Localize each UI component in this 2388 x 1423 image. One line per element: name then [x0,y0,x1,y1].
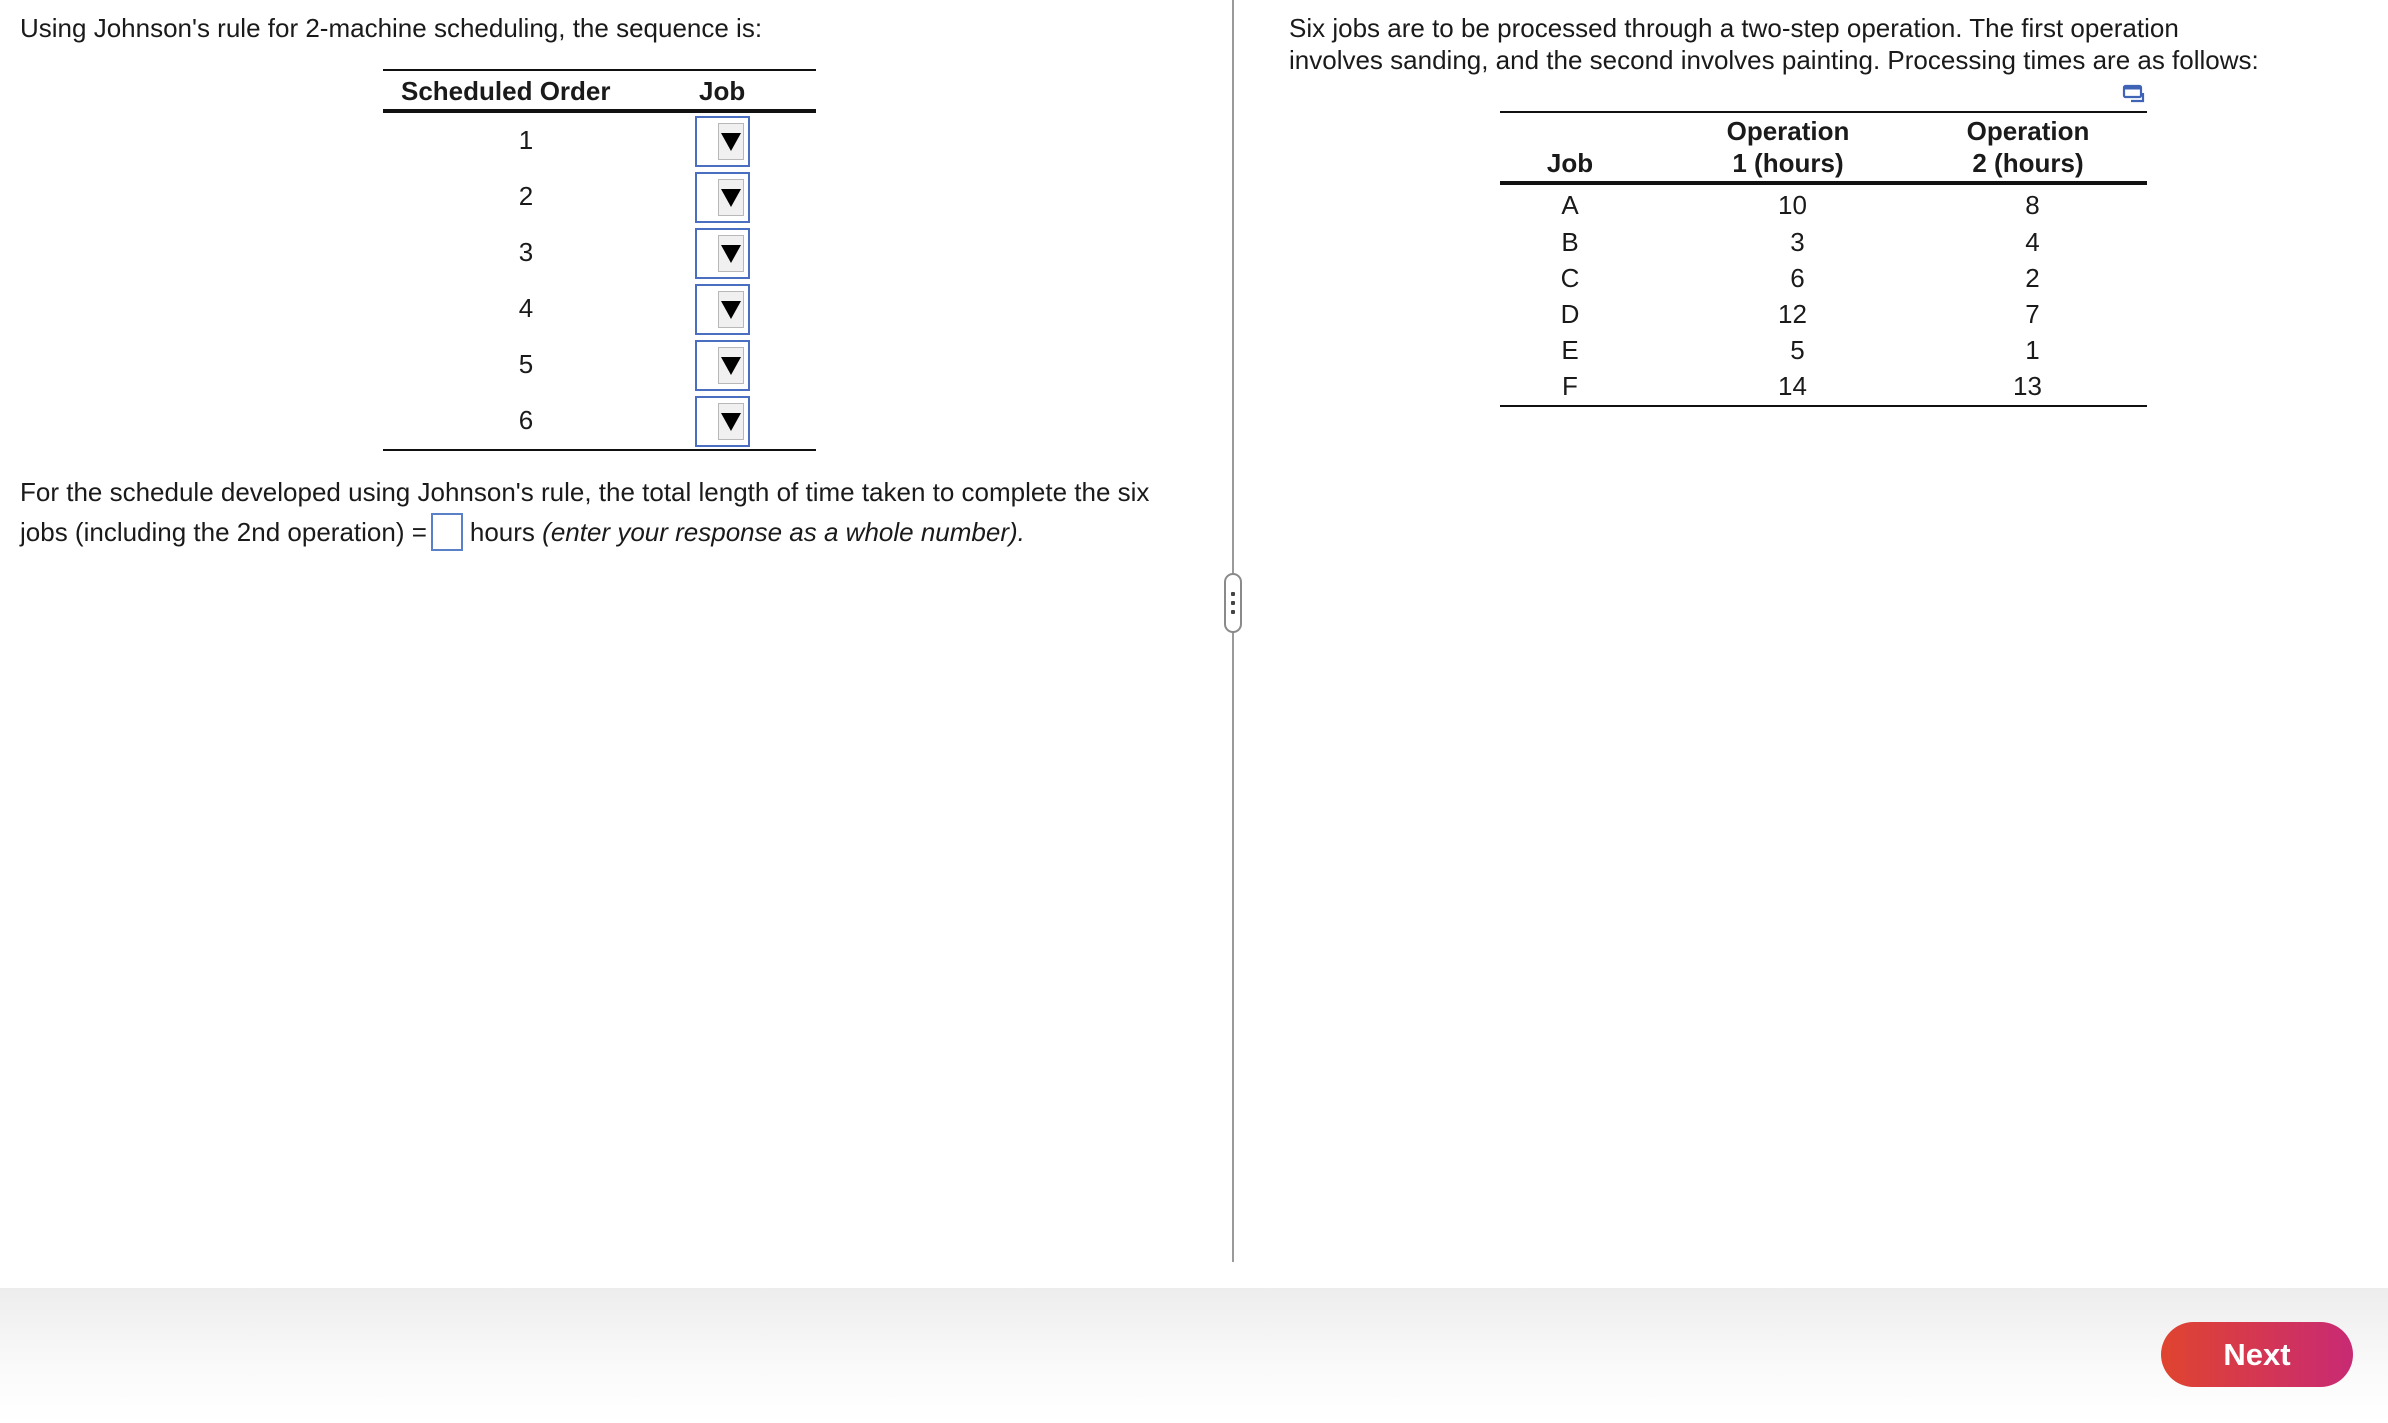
order-number: 6 [518,405,534,435]
header-operation1-line2: 1 (hours) [1732,148,1844,178]
header-operation2-line1: Operation [1966,116,2090,146]
processing-times-table [1500,111,2147,407]
question-text-line1: For the schedule developed using Johnson's rule, the total length of time taken to complete the six [20,477,1150,507]
op1-cell: 6 [1790,263,1805,293]
order-number: 1 [518,125,534,155]
job-dropdown-1[interactable] [695,116,750,167]
job-cell: B [1561,227,1579,257]
question-hint: (enter your response as a whole number). [542,516,1025,547]
question-text-line2 [20,515,1025,553]
table-bottom-rule [383,449,816,451]
schedule-table [383,69,816,451]
job-cell: C [1560,263,1580,293]
op2-cell: 8 [2025,190,2040,220]
job-cell: F [1562,371,1578,401]
op1-cell: 10 [1778,190,1807,220]
table-top-rule [1500,111,2147,113]
op1-cell: 12 [1778,299,1807,329]
table-header-rule [383,109,816,113]
total-hours-input[interactable] [431,513,463,551]
order-number: 3 [518,237,534,267]
job-cell: A [1561,190,1579,220]
op2-cell: 1 [2025,335,2040,365]
problem-description-line2: involves sanding, and the second involves painting. Processing times are as follows: [1289,45,2259,75]
copy-table-icon[interactable] [2122,82,2148,106]
header-operation2-line2: 2 (hours) [1972,148,2084,178]
dropdown-arrow-icon[interactable] [718,291,744,328]
question-prefix: jobs (including the 2nd operation) = [20,516,427,547]
op2-cell: 7 [2025,299,2040,329]
table-header-rule [1500,181,2147,185]
job-dropdown-2[interactable] [695,172,750,223]
job-cell: E [1561,335,1579,365]
question-unit: hours [469,516,535,547]
job-dropdown-4[interactable] [695,284,750,335]
op1-cell: 3 [1790,227,1805,257]
op1-cell: 14 [1778,371,1807,401]
dropdown-arrow-icon[interactable] [718,235,744,272]
job-dropdown-5[interactable] [695,340,750,391]
order-number: 4 [518,293,534,323]
header-scheduled-order: Scheduled Order [401,76,611,106]
job-dropdown-6[interactable] [695,396,750,447]
op2-cell: 2 [2025,263,2040,293]
header-job: Job [699,76,746,106]
op2-cell: 4 [2025,227,2040,257]
dropdown-arrow-icon[interactable] [718,123,744,160]
header-job: Job [1546,148,1594,178]
job-dropdown-3[interactable] [695,228,750,279]
table-bottom-rule [1500,405,2147,407]
header-operation1-line1: Operation [1726,116,1850,146]
dropdown-arrow-icon[interactable] [718,347,744,384]
table-top-rule [383,69,816,71]
op2-cell: 13 [2013,371,2042,401]
op1-cell: 5 [1790,335,1805,365]
order-number: 5 [518,349,534,379]
job-cell: D [1560,299,1580,329]
order-number: 2 [518,181,534,211]
sequence-prompt: Using Johnson's rule for 2-machine scheduling, the sequence is: [20,13,763,43]
divider-drag-handle-icon[interactable] [1224,573,1242,633]
dropdown-arrow-icon[interactable] [718,179,744,216]
problem-description-line1: Six jobs are to be processed through a two-step operation. The first operation [1289,13,2179,43]
footer-bar [0,1288,2388,1423]
dropdown-arrow-icon[interactable] [718,403,744,440]
next-button[interactable]: Next [2161,1322,2353,1387]
